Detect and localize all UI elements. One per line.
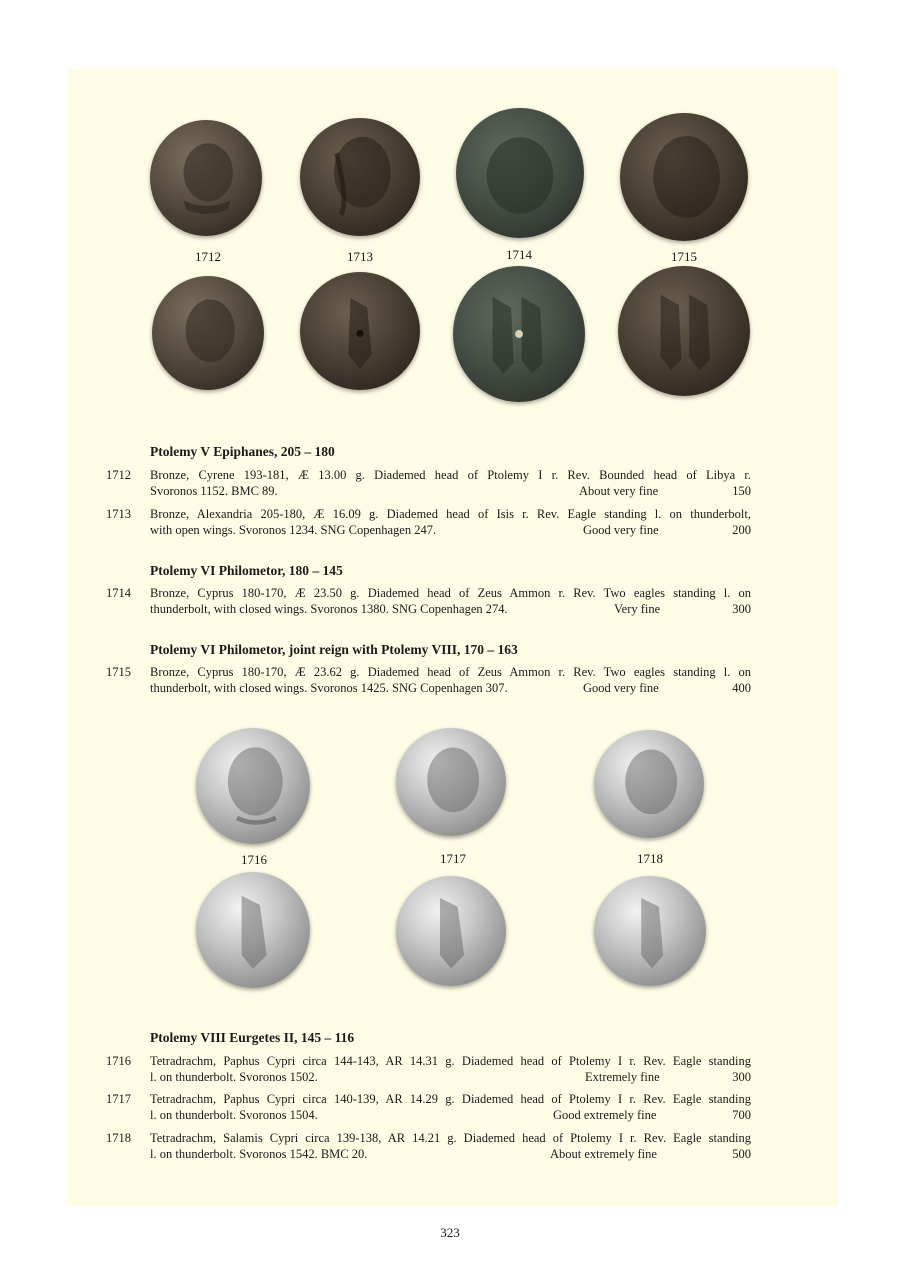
- lot-description-line: Tetradrachm, Paphus Cypri circa 140-139, AR 14.29 g. Diademed head of Ptolemy I r. Rev. Eagle standing: [150, 1092, 751, 1106]
- coin-1714-reverse-image: [453, 266, 585, 402]
- coin-1718-obverse-image: [594, 730, 704, 838]
- lot-description-line: Tetradrachm, Salamis Cypri circa 139-138, AR 14.21 g. Diademed head of Ptolemy I r. Rev. Eagle standing: [150, 1131, 751, 1145]
- lot-grade: Good very fine: [583, 523, 659, 537]
- section-heading-ptolemy-viii: Ptolemy VIII Eurgetes II, 145 – 116: [150, 1030, 355, 1045]
- coin-1712-obverse-image: [150, 120, 262, 236]
- coin-1716-obverse-image: [196, 728, 310, 844]
- lot-price: 500: [732, 1147, 751, 1161]
- coin-1713-obverse-image: [300, 118, 420, 236]
- lot-number: 1714: [106, 586, 131, 600]
- coin-label-1713: 1713: [347, 249, 373, 264]
- coin-1715-reverse-image: [618, 266, 750, 396]
- lot-description-line: Bronze, Cyrene 193-181, Æ 13.00 g. Diademed head of Ptolemy I r. Rev. Bounded head of Libya r.: [150, 468, 751, 482]
- lot-description-line: Svoronos 1152. BMC 89.: [150, 484, 278, 498]
- lot-grade: Good extremely fine: [553, 1108, 657, 1122]
- head-right-icon: [396, 728, 506, 836]
- lot-description-line: Bronze, Alexandria 205-180, Æ 16.09 g. Diademed head of Isis r. Rev. Eagle standing l. on thunderbolt,: [150, 507, 751, 521]
- lot-number: 1715: [106, 665, 131, 679]
- lot-price: 700: [732, 1108, 751, 1122]
- eagle-icon: [196, 872, 310, 988]
- coin-1717-reverse-image: [396, 876, 506, 986]
- coin-1712-reverse-image: [152, 276, 264, 390]
- coin-1717-obverse-image: [396, 728, 506, 836]
- lot-grade: Good very fine: [583, 681, 659, 695]
- section-heading-ptolemy-vi: Ptolemy VI Philometor, 180 – 145: [150, 563, 343, 578]
- eagle-icon: [300, 272, 420, 390]
- lot-number: 1716: [106, 1054, 131, 1068]
- lot-price: 300: [732, 602, 751, 616]
- section-heading-ptolemy-vi-joint: Ptolemy VI Philometor, joint reign with Ptolemy VIII, 170 – 163: [150, 642, 518, 657]
- head-right-icon: [196, 728, 310, 844]
- eagle-icon: [594, 876, 706, 986]
- head-right-icon: [152, 276, 264, 390]
- lot-description-line: thunderbolt, with closed wings. Svoronos 1380. SNG Copenhagen 274.: [150, 602, 508, 616]
- lot-price: 300: [732, 1070, 751, 1084]
- coin-label-1714: 1714: [506, 247, 532, 262]
- coin-1718-reverse-image: [594, 876, 706, 986]
- head-right-icon: [456, 108, 584, 238]
- eagles-icon: [618, 266, 750, 396]
- coin-label-1716: 1716: [241, 852, 267, 867]
- lot-number: 1713: [106, 507, 131, 521]
- lot-description-line: Tetradrachm, Paphus Cypri circa 144-143, AR 14.31 g. Diademed head of Ptolemy I r. Rev. Eagle standing: [150, 1054, 751, 1068]
- lot-description-line: thunderbolt, with closed wings. Svoronos 1425. SNG Copenhagen 307.: [150, 681, 508, 695]
- coin-label-1718: 1718: [637, 851, 663, 866]
- coin-1715-obverse-image: [620, 113, 748, 241]
- lot-description-line: Bronze, Cyprus 180-170, Æ 23.62 g. Diademed head of Zeus Ammon r. Rev. Two eagles standing l. on: [150, 665, 751, 679]
- coin-1714-obverse-image: [456, 108, 584, 238]
- lot-number: 1712: [106, 468, 131, 482]
- eagle-icon: [396, 876, 506, 986]
- coin-1716-reverse-image: [196, 872, 310, 988]
- head-right-icon: [150, 120, 262, 236]
- lot-number: 1718: [106, 1131, 131, 1145]
- head-right-icon: [594, 730, 704, 838]
- coin-label-1715: 1715: [671, 249, 697, 264]
- lot-grade: About extremely fine: [550, 1147, 657, 1161]
- eagles-icon: [453, 266, 585, 402]
- lot-number: 1717: [106, 1092, 131, 1106]
- lot-price: 400: [732, 681, 751, 695]
- lot-description-line: l. on thunderbolt. Svoronos 1502.: [150, 1070, 318, 1084]
- lot-grade: About very fine: [579, 484, 659, 498]
- lot-grade: Very fine: [614, 602, 661, 616]
- head-right-icon: [620, 113, 748, 241]
- lot-description-line: Bronze, Cyprus 180-170, Æ 23.50 g. Diademed head of Zeus Ammon r. Rev. Two eagles standing l. on: [150, 586, 751, 600]
- coin-1713-reverse-image: [300, 272, 420, 390]
- coin-label-1717: 1717: [440, 851, 466, 866]
- lot-description-line: l. on thunderbolt. Svoronos 1504.: [150, 1108, 318, 1122]
- section-heading-ptolemy-v: Ptolemy V Epiphanes, 205 – 180: [150, 444, 335, 459]
- lot-grade: Extremely fine: [585, 1070, 660, 1084]
- coin-label-1712: 1712: [195, 249, 221, 264]
- head-right-icon: [300, 118, 420, 236]
- lot-price: 200: [732, 523, 751, 537]
- lot-description-line: l. on thunderbolt. Svoronos 1542. BMC 20.: [150, 1147, 368, 1161]
- page-number: 323: [440, 1225, 460, 1240]
- lot-price: 150: [732, 484, 751, 498]
- lot-description-line: with open wings. Svoronos 1234. SNG Copenhagen 247.: [150, 523, 437, 537]
